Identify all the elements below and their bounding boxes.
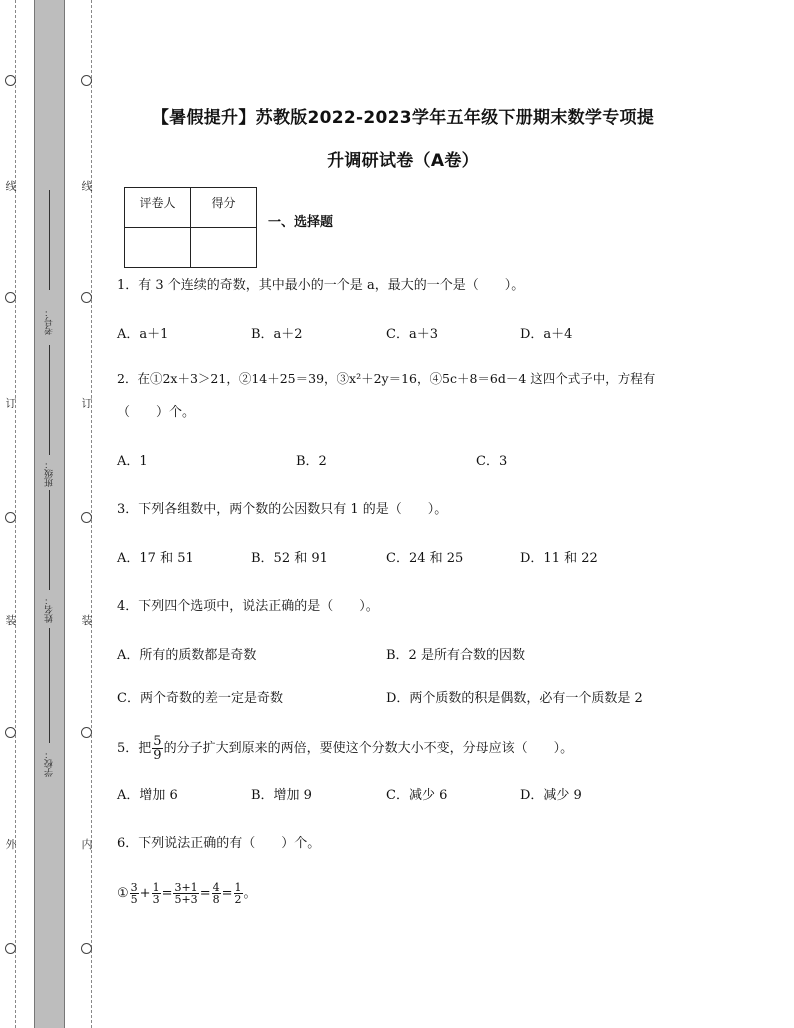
binding-hole-icon xyxy=(5,75,16,86)
field-rule xyxy=(49,345,50,455)
fraction xyxy=(212,882,221,905)
question-6-stem: 6．下列说法正确的有（ ）个。 xyxy=(117,836,321,851)
score-cell[interactable] xyxy=(191,228,257,268)
field-rule xyxy=(49,490,50,590)
question-2-stem-cont: （ ）个。 xyxy=(117,405,196,420)
fraction-numerator: 1 xyxy=(152,881,160,894)
binding-hole-icon xyxy=(5,943,16,954)
grader-cell[interactable] xyxy=(125,228,191,268)
question-2-option-a[interactable]: A．1 xyxy=(117,454,148,469)
field-rule xyxy=(49,190,50,290)
plus-sign: + xyxy=(139,886,151,901)
binding-hole-icon xyxy=(81,727,92,738)
question-3-stem: 3．下列各组数中，两个数的公因数只有 1 的是（ ）。 xyxy=(117,502,448,517)
question-2-option-b[interactable]: B．2 xyxy=(296,454,327,469)
score-header: 得分 xyxy=(191,188,257,228)
question-4-option-d[interactable]: D．两个质数的积是偶数，必有一个质数是 2 xyxy=(386,691,643,706)
binding-hole-icon xyxy=(81,75,92,86)
margin-char-inner: 线 xyxy=(81,180,93,193)
question-5-option-b[interactable]: B．增加 9 xyxy=(251,788,312,803)
fraction-denominator: 8 xyxy=(212,893,220,906)
fraction xyxy=(130,882,139,905)
question-3-option-d[interactable]: D．11 和 22 xyxy=(520,551,598,566)
fraction-denominator: 5+3 xyxy=(174,893,198,906)
fraction-denominator: 2 xyxy=(234,893,242,906)
equals-sign: = xyxy=(199,886,211,901)
question-3-option-b[interactable]: B．52 和 91 xyxy=(251,551,328,566)
equals-sign: = xyxy=(161,886,173,901)
fraction-numerator: 4 xyxy=(212,881,220,894)
margin-char-outer: 外 xyxy=(5,838,17,851)
fraction xyxy=(152,882,161,905)
field-label-class: 班级： xyxy=(45,460,55,487)
question-5-option-c[interactable]: C．减少 6 xyxy=(386,788,448,803)
fraction-5-9 xyxy=(152,735,162,762)
binding-hole-icon xyxy=(81,512,92,523)
question-4-option-c[interactable]: C．两个奇数的差一定是奇数 xyxy=(117,691,283,706)
question-6-item-1 xyxy=(117,882,257,905)
field-label-school: 学校： xyxy=(45,750,55,777)
page-title-line2: 升调研试卷（A卷） xyxy=(327,151,479,171)
question-5-option-a[interactable]: A．增加 6 xyxy=(117,788,178,803)
fraction-numerator: 1 xyxy=(234,881,242,894)
margin-char-inner: 订 xyxy=(81,397,93,410)
question-1-option-c[interactable]: C．a＋3 xyxy=(386,327,438,342)
field-rule xyxy=(49,628,50,743)
fraction xyxy=(234,882,243,905)
field-label-exam-number: 考号： xyxy=(45,308,55,335)
question-5-stem xyxy=(117,735,573,762)
margin-char-outer: 装 xyxy=(5,614,17,627)
fraction-denominator: 5 xyxy=(130,893,138,906)
question-4-option-b[interactable]: B．2 是所有合数的因数 xyxy=(386,648,525,663)
binding-hole-icon xyxy=(5,512,16,523)
binding-hole-icon xyxy=(5,727,16,738)
question-2-option-c[interactable]: C．3 xyxy=(476,454,508,469)
field-label-name: 姓名： xyxy=(45,596,55,623)
question-1-option-b[interactable]: B．a＋2 xyxy=(251,327,303,342)
section-heading: 一、选择题 xyxy=(268,215,334,230)
margin-char-outer: 线 xyxy=(5,180,17,193)
question-5-option-d[interactable]: D．减少 9 xyxy=(520,788,582,803)
question-1-option-a[interactable]: A．a＋1 xyxy=(117,327,169,342)
binding-hole-icon xyxy=(81,292,92,303)
fraction-numerator: 3+1 xyxy=(174,881,198,894)
grader-header: 评卷人 xyxy=(125,188,191,228)
question-1-option-d[interactable]: D．a＋4 xyxy=(520,327,573,342)
fraction xyxy=(173,882,198,905)
question-1-stem: 1．有 3 个连续的奇数，其中最小的一个是 a，最大的一个是（ ）。 xyxy=(117,278,525,293)
equals-sign: = xyxy=(221,886,233,901)
binding-hole-icon xyxy=(5,292,16,303)
margin-char-inner: 装 xyxy=(81,614,93,627)
question-3-option-c[interactable]: C．24 和 25 xyxy=(386,551,464,566)
fraction-numerator: 3 xyxy=(130,881,138,894)
fraction-denominator: 3 xyxy=(152,893,160,906)
question-4-option-a[interactable]: A．所有的质数都是奇数 xyxy=(117,648,257,663)
score-table xyxy=(124,187,257,268)
question-5-stem-pre: 5．把 xyxy=(117,741,152,756)
binding-margin xyxy=(0,0,100,1028)
fraction-numerator: 5 xyxy=(153,734,162,749)
page-title-line1: 【暑假提升】苏教版2022-2023学年五年级下册期末数学专项提 xyxy=(151,108,655,128)
question-5-stem-post: 的分子扩大到原来的两倍，要使这个分数大小不变，分母应该（ ）。 xyxy=(163,741,574,756)
question-4-stem: 4．下列四个选项中，说法正确的是（ ）。 xyxy=(117,599,379,614)
fraction-denominator: 9 xyxy=(153,748,162,763)
margin-char-inner: 内 xyxy=(81,838,93,851)
binding-hole-icon xyxy=(81,943,92,954)
question-2-stem: 2．在①2x＋3＞21，②14＋25＝39，③x²＋2y＝16，④5c＋8＝6d－4 这四个式子中，方程有 xyxy=(117,371,656,386)
item-marker: ① xyxy=(117,886,129,901)
question-3-option-a[interactable]: A．17 和 51 xyxy=(117,551,194,566)
margin-char-outer: 订 xyxy=(5,397,17,410)
sentence-end: 。 xyxy=(243,886,257,901)
